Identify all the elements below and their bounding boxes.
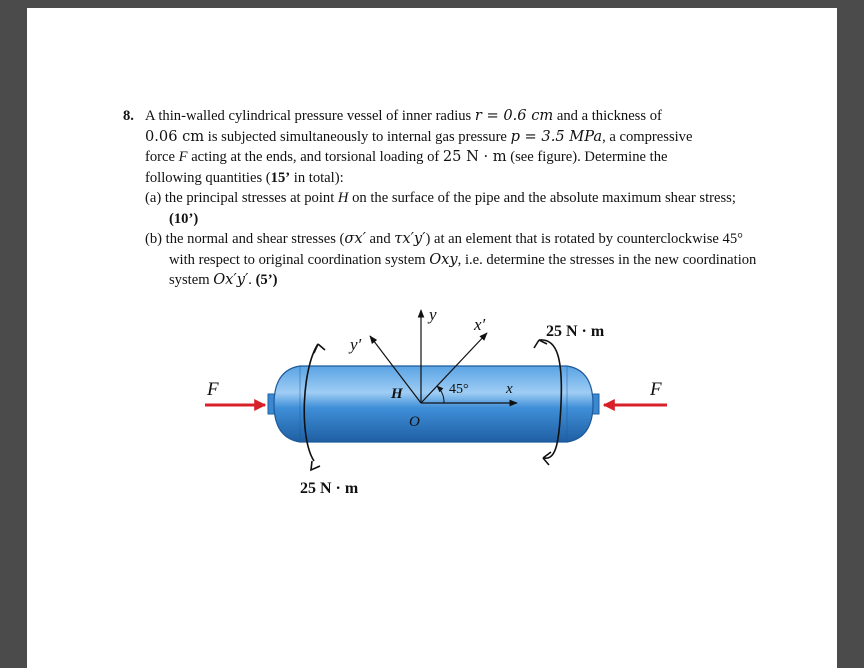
y-axis-label: y: [429, 305, 437, 324]
thickness-value: 0.06 cm: [145, 127, 205, 145]
y-prime-label: y′: [350, 335, 362, 354]
force-label-left: F: [207, 379, 219, 400]
part-b-text: with respect to original coordination system: [169, 251, 430, 268]
problem-number: 8.: [123, 108, 134, 124]
stem-text: , a compressive: [602, 128, 693, 145]
torque-label-top: 25 N · m: [546, 323, 605, 340]
part-a-points: (10’): [169, 210, 199, 227]
torque-value: 25 N · m: [442, 148, 507, 165]
stem-text: acting at the ends, and torsional loading of: [187, 149, 443, 165]
x-prime-label: x′: [474, 315, 486, 334]
part-a-text: on the surface of the pipe and the absolute maximum shear stress;: [348, 190, 736, 206]
torque-arrowhead-left-bottom: [311, 461, 320, 470]
stem-text: following quantities (: [145, 169, 271, 186]
oxpyp-symbol: Ox′y′: [213, 271, 249, 288]
radius-equation: r = 0.6 cm: [474, 107, 554, 124]
document-page: [27, 8, 837, 668]
oxy-symbol: Oxy: [429, 250, 458, 268]
angle-label: 45°: [449, 382, 469, 397]
total-points: 15’: [270, 169, 291, 186]
sigma-symbol: σx′: [344, 230, 366, 247]
part-b-text: ) at an element that is rotated by counterclockwise: [425, 231, 723, 247]
stem-text: and a thickness of: [553, 108, 662, 124]
x-axis-label: x: [506, 381, 513, 397]
torque-arrowhead-left-top: [314, 344, 325, 353]
stem-text: is subjected simultaneously to internal gas pressure: [204, 128, 511, 145]
tau-symbol: τx′y′: [394, 230, 426, 247]
part-b-text: (b) the normal and shear stresses (: [145, 231, 345, 247]
part-b-text: and: [365, 231, 395, 247]
stem-text: in total):: [290, 169, 344, 186]
vessel-body: [274, 366, 593, 442]
part-b-text: .: [248, 272, 256, 288]
force-symbol: F: [178, 149, 188, 165]
point-h-label: H: [391, 386, 403, 402]
stem-text: force: [145, 149, 179, 165]
point-h-symbol: H: [337, 190, 349, 206]
torque-label-bottom: 25 N · m: [300, 480, 359, 497]
part-a-text: (a) the principal stresses at point: [145, 190, 338, 206]
pressure-equation: p = 3.5 MPa: [510, 127, 603, 145]
pressure-vessel-figure: [27, 8, 837, 668]
stem-text: A thin-walled cylindrical pressure vessel of inner radius: [145, 108, 475, 124]
part-b-points: (5’): [255, 272, 278, 288]
stem-text: (see figure). Determine the: [506, 149, 668, 165]
torque-arrowhead-right-top: [534, 340, 547, 348]
angle-value: 45°: [722, 231, 743, 247]
part-b-text: , i.e. determine the stresses in the new coordination system: [169, 251, 757, 288]
origin-label: O: [409, 414, 420, 430]
force-label-right: F: [650, 379, 662, 400]
